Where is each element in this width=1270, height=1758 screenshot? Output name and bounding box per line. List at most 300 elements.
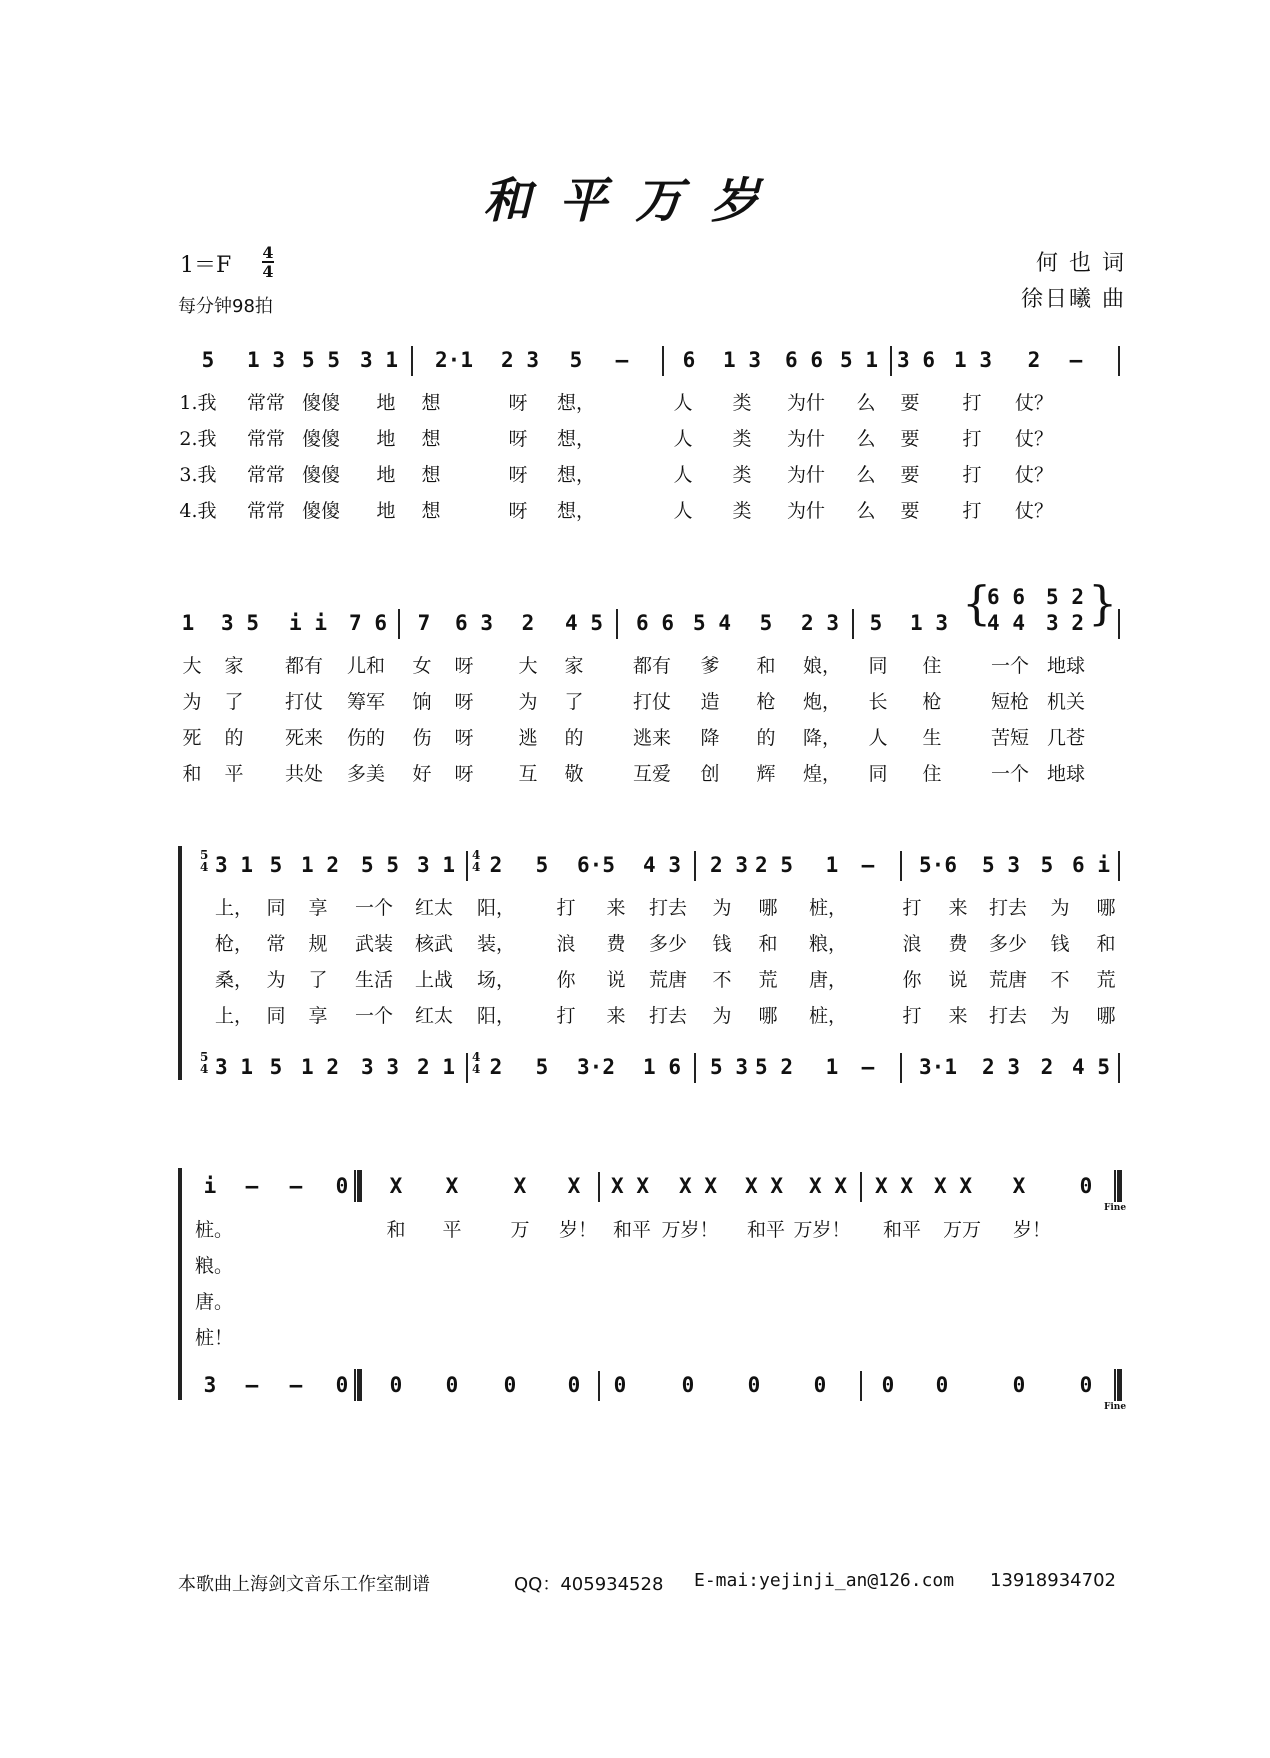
lyric-word: 荒唐 bbox=[648, 969, 688, 991]
lyric-word: 短枪 bbox=[990, 691, 1030, 713]
lyric-word: 想 bbox=[421, 464, 441, 486]
lyric-word: 2.我 bbox=[179, 428, 217, 450]
barline bbox=[860, 1371, 862, 1401]
note: 3 1 bbox=[417, 853, 455, 877]
lyric-word: 你 bbox=[902, 969, 922, 991]
lyric-word: 造 bbox=[700, 691, 720, 713]
barline bbox=[616, 609, 618, 639]
system-3-lower-notes bbox=[176, 1047, 1126, 1087]
lyric-word: 唐， bbox=[808, 969, 848, 991]
lyric-word: 枪， bbox=[214, 933, 254, 955]
lyric-word: 生 bbox=[922, 727, 942, 749]
lyric-word: 地 bbox=[376, 464, 396, 486]
lyric-word: 哪 bbox=[758, 897, 778, 919]
lyric-word: 桩， bbox=[808, 897, 848, 919]
lyric-word: 同 bbox=[266, 1005, 286, 1027]
chant-word: 万岁！ bbox=[661, 1219, 719, 1241]
lyric-word: 为 bbox=[518, 691, 538, 713]
note: 1 3 bbox=[954, 348, 992, 372]
lyric-word: 要 bbox=[900, 428, 920, 450]
lyric-word: 仗？ bbox=[1014, 392, 1054, 414]
lyric-word: 阳， bbox=[476, 1005, 516, 1027]
lyric-word: 想 bbox=[421, 428, 441, 450]
lyric-word: 常常 bbox=[246, 392, 286, 414]
lyric-word: 红太 bbox=[414, 897, 454, 919]
lyric-word: 地 bbox=[376, 428, 396, 450]
note: 0 bbox=[681, 1373, 695, 1397]
lyric-word: 呀 bbox=[454, 691, 474, 713]
lyric-word: 饷 bbox=[412, 691, 432, 713]
lyric-word: 人 bbox=[673, 428, 693, 450]
lyric-word: 家 bbox=[224, 655, 244, 677]
lyric-word: 的 bbox=[756, 727, 776, 749]
repeat-barline bbox=[354, 1369, 362, 1401]
lyric-word: 想， bbox=[556, 428, 596, 450]
note: 6 6 bbox=[785, 348, 823, 372]
barline bbox=[466, 851, 468, 881]
barline bbox=[1118, 609, 1120, 639]
lyric-word: 打 bbox=[902, 1005, 922, 1027]
lyric-word: 为 bbox=[712, 897, 732, 919]
barline bbox=[411, 346, 413, 376]
lyric-word: 桩， bbox=[808, 1005, 848, 1027]
lyric-word: 仗？ bbox=[1014, 464, 1054, 486]
rhythm-x: X X bbox=[745, 1174, 783, 1198]
fine-marking: Fine bbox=[1104, 1203, 1127, 1213]
lyric-word: 打仗 bbox=[632, 691, 672, 713]
barline bbox=[694, 1053, 696, 1083]
lyric-word: 常常 bbox=[246, 428, 286, 450]
lyric-word: 享 bbox=[308, 897, 328, 919]
note: 5 2 bbox=[1046, 585, 1084, 609]
lyric-word: 常常 bbox=[246, 500, 286, 522]
lyric-word: 想， bbox=[556, 464, 596, 486]
time-signature-4-4: 4 4 bbox=[472, 848, 481, 874]
lyric-word: 武装 bbox=[354, 933, 394, 955]
note: – bbox=[289, 1174, 303, 1198]
repeat-barline bbox=[354, 1170, 362, 1202]
lyric-word: 地球 bbox=[1046, 763, 1086, 785]
note: 2 bbox=[489, 853, 503, 877]
footer-email: E-mai:yejinji_an@126.com bbox=[694, 1570, 955, 1591]
note: 2 bbox=[1027, 348, 1041, 372]
lyric-word: 常 bbox=[266, 933, 286, 955]
barline bbox=[1118, 1053, 1120, 1083]
lyric-word: 共处 bbox=[284, 763, 324, 785]
note: 6 bbox=[682, 348, 696, 372]
lyric-word: 呀 bbox=[508, 428, 528, 450]
lyric-word: 不 bbox=[1050, 969, 1070, 991]
lyric-word: 人 bbox=[868, 727, 888, 749]
note: – bbox=[861, 853, 875, 877]
note: 5 bbox=[535, 853, 549, 877]
lyric-word: 常常 bbox=[246, 464, 286, 486]
lyric-word: 类 bbox=[732, 392, 752, 414]
lyric-word: 一个 bbox=[354, 897, 394, 919]
lyric-word: 的 bbox=[224, 727, 244, 749]
alternative-brace-left: { bbox=[962, 576, 992, 630]
lyric-word: 和 bbox=[756, 655, 776, 677]
note: 5 2 bbox=[755, 1055, 793, 1079]
system-2-notes bbox=[176, 576, 1126, 643]
time-signature-5-4: 5 4 bbox=[200, 848, 209, 874]
lyric-word: 1.我 bbox=[179, 392, 217, 414]
lyric-word: 来 bbox=[606, 1005, 626, 1027]
lyric-word: 几苍 bbox=[1046, 727, 1086, 749]
lyric-word: 哪 bbox=[1096, 1005, 1116, 1027]
lyric-word: 为 bbox=[266, 969, 286, 991]
lyric-word: 么 bbox=[856, 464, 876, 486]
rhythm-x: X bbox=[389, 1174, 403, 1198]
lyric-line bbox=[176, 964, 1126, 996]
lyric-word: 住 bbox=[922, 655, 942, 677]
note: 4 4 bbox=[987, 611, 1025, 635]
note: 0 bbox=[389, 1373, 403, 1397]
lyric-word: 地球 bbox=[1046, 655, 1086, 677]
note: 1 6 bbox=[643, 1055, 681, 1079]
note: 1 bbox=[825, 1055, 839, 1079]
note: 5 bbox=[759, 611, 773, 635]
lyric-line bbox=[176, 495, 1126, 527]
rhythm-x: X bbox=[513, 1174, 527, 1198]
note: 3 6 bbox=[897, 348, 935, 372]
chant-word: 岁！ bbox=[1012, 1219, 1052, 1241]
lyric-word: 呀 bbox=[454, 763, 474, 785]
barline bbox=[694, 851, 696, 881]
lyric-line bbox=[176, 387, 1126, 419]
note: 6 3 bbox=[455, 611, 493, 635]
lyric-word: 打去 bbox=[648, 897, 688, 919]
lyric-word: 同 bbox=[266, 897, 286, 919]
lyric-word: 多美 bbox=[346, 763, 386, 785]
lyric-word: 桩。 bbox=[194, 1219, 234, 1241]
note: 3 5 bbox=[221, 611, 259, 635]
note: 5 bbox=[535, 1055, 549, 1079]
note: 7 bbox=[417, 611, 431, 635]
note: 0 bbox=[613, 1373, 627, 1397]
lyric-word: 上， bbox=[214, 897, 254, 919]
rhythm-x: X X bbox=[875, 1174, 913, 1198]
note: 2 bbox=[489, 1055, 503, 1079]
lyric-word: 炮， bbox=[802, 691, 842, 713]
lyric-word: 打去 bbox=[648, 1005, 688, 1027]
note: 3 1 bbox=[360, 348, 398, 372]
lyric-word: 费 bbox=[606, 933, 626, 955]
lyric-word: 枪 bbox=[756, 691, 776, 713]
lyric-line bbox=[176, 423, 1126, 455]
lyric-word: 了 bbox=[224, 691, 244, 713]
lyric-word: 和 bbox=[1096, 933, 1116, 955]
lyric-word: 浪 bbox=[902, 933, 922, 955]
lyric-word: 打 bbox=[962, 428, 982, 450]
rhythm-x: X X bbox=[679, 1174, 717, 1198]
lyric-line bbox=[176, 758, 1126, 790]
system-4-upper-notes bbox=[176, 1166, 1127, 1213]
lyric-word: 想， bbox=[556, 392, 596, 414]
lyric-word: 哪 bbox=[1096, 897, 1116, 919]
lyric-word: 想 bbox=[421, 500, 441, 522]
lyric-word: 煌， bbox=[802, 763, 842, 785]
note: 3·1 bbox=[919, 1055, 957, 1079]
lyric-word: 人 bbox=[673, 464, 693, 486]
lyric-word: 打 bbox=[962, 392, 982, 414]
rhythm-x: X bbox=[567, 1174, 581, 1198]
lyric-word: 要 bbox=[900, 392, 920, 414]
lyric-word: 逃来 bbox=[632, 727, 672, 749]
lyric-word: 互 bbox=[518, 763, 538, 785]
chant-word: 万 bbox=[510, 1219, 530, 1241]
note: 6 6 bbox=[636, 611, 674, 635]
time-signature-4-4: 4 4 bbox=[472, 1050, 481, 1076]
lyric-word: 仗？ bbox=[1014, 428, 1054, 450]
note: 4 3 bbox=[643, 853, 681, 877]
barline bbox=[852, 609, 854, 639]
note: 5 5 bbox=[361, 853, 399, 877]
lyric-word: 一个 bbox=[990, 763, 1030, 785]
time-signature-5-4: 5 4 bbox=[200, 1050, 209, 1076]
lyric-word: 为 bbox=[182, 691, 202, 713]
footer-studio: 本歌曲上海剑文音乐工作室制谱 bbox=[178, 1574, 430, 1595]
note: 6 6 bbox=[987, 585, 1025, 609]
lyric-word: 一个 bbox=[990, 655, 1030, 677]
lyric-word: 场， bbox=[476, 969, 516, 991]
lyric-line bbox=[176, 650, 1126, 682]
lyric-word: 大 bbox=[518, 655, 538, 677]
lyric-word: 娘， bbox=[802, 655, 842, 677]
lyric-word: 唐。 bbox=[194, 1291, 234, 1313]
note: 0 bbox=[1012, 1373, 1026, 1397]
lyric-word: 枪 bbox=[922, 691, 942, 713]
note: 6 i bbox=[1072, 853, 1110, 877]
lyric-word: 打 bbox=[962, 464, 982, 486]
lyric-word: 伤的 bbox=[346, 727, 386, 749]
chant-word: 和平 bbox=[612, 1219, 652, 1241]
lyric-word: 荒 bbox=[1096, 969, 1116, 991]
barline bbox=[1118, 851, 1120, 881]
note: 2 bbox=[521, 611, 535, 635]
note: 4 5 bbox=[1072, 1055, 1110, 1079]
lyric-word: 哪 bbox=[758, 1005, 778, 1027]
note: 2 3 bbox=[501, 348, 539, 372]
note: 3 bbox=[203, 1373, 217, 1397]
note: 5 bbox=[869, 611, 883, 635]
lyric-word: 的 bbox=[564, 727, 584, 749]
note: 3 3 bbox=[361, 1055, 399, 1079]
barline bbox=[1118, 346, 1120, 376]
note: 5 5 bbox=[302, 348, 340, 372]
lyric-word: 上， bbox=[214, 1005, 254, 1027]
lyric-word: 人 bbox=[673, 392, 693, 414]
note: 1 3 bbox=[910, 611, 948, 635]
lyric-line bbox=[176, 928, 1126, 960]
note: – bbox=[861, 1055, 875, 1079]
barline bbox=[900, 1053, 902, 1083]
chant-word: 万万 bbox=[942, 1219, 982, 1241]
note: 0 bbox=[567, 1373, 581, 1397]
lyric-word: 敬 bbox=[564, 763, 584, 785]
note: 5 bbox=[569, 348, 583, 372]
lyric-word: 呀 bbox=[508, 392, 528, 414]
note: 0 bbox=[445, 1373, 459, 1397]
note: 5 bbox=[269, 1055, 283, 1079]
lyric-word: 多少 bbox=[988, 933, 1028, 955]
fine-marking: Fine bbox=[1104, 1402, 1127, 1412]
lyric-word: 降 bbox=[700, 727, 720, 749]
lyric-word: 钱 bbox=[1050, 933, 1070, 955]
lyric-word: 类 bbox=[732, 464, 752, 486]
system-4-lower-notes bbox=[176, 1365, 1127, 1412]
note: 1 3 bbox=[723, 348, 761, 372]
lyric-word: 降， bbox=[802, 727, 842, 749]
note: 0 bbox=[503, 1373, 517, 1397]
note: 0 bbox=[1079, 1373, 1093, 1397]
note: – bbox=[245, 1174, 259, 1198]
barline bbox=[860, 1172, 862, 1202]
lyric-word: 逃 bbox=[518, 727, 538, 749]
lyric-word: 好 bbox=[412, 763, 432, 785]
lyric-word: 为 bbox=[1050, 897, 1070, 919]
lyric-word: 傻傻 bbox=[301, 464, 341, 486]
lyric-word: 打仗 bbox=[284, 691, 324, 713]
note: 0 bbox=[335, 1174, 349, 1198]
lyric-word: 大 bbox=[182, 655, 202, 677]
lyric-word: 为什 bbox=[786, 392, 826, 414]
note: 0 bbox=[813, 1373, 827, 1397]
lyric-word: 儿和 bbox=[346, 655, 386, 677]
lyric-word: 上战 bbox=[414, 969, 454, 991]
lyric-word: 粮， bbox=[808, 933, 848, 955]
lyric-word: 和 bbox=[182, 763, 202, 785]
note: 2·1 bbox=[435, 348, 473, 372]
note: 3 1 bbox=[215, 1055, 253, 1079]
lyric-word: 呀 bbox=[508, 464, 528, 486]
note: 0 bbox=[935, 1373, 949, 1397]
note: 0 bbox=[335, 1373, 349, 1397]
lyric-word: 和 bbox=[758, 933, 778, 955]
system-3-upper-notes bbox=[176, 845, 1126, 885]
lyric-word: 傻傻 bbox=[301, 428, 341, 450]
lyric-word: 打去 bbox=[988, 1005, 1028, 1027]
lyric-word: 家 bbox=[564, 655, 584, 677]
tempo-marking: 每分钟98拍 bbox=[178, 296, 273, 317]
lyric-word: 为 bbox=[712, 1005, 732, 1027]
lyric-word: 都有 bbox=[284, 655, 324, 677]
time-signature: 4 4 bbox=[262, 243, 274, 281]
note: 3 2 bbox=[1046, 611, 1084, 635]
lyric-word: 说 bbox=[606, 969, 626, 991]
lyric-word: 了 bbox=[564, 691, 584, 713]
lyric-word: 都有 bbox=[632, 655, 672, 677]
barline bbox=[398, 609, 400, 639]
rhythm-x: X X bbox=[934, 1174, 972, 1198]
lyric-word: 想 bbox=[421, 392, 441, 414]
rhythm-x: X bbox=[445, 1174, 459, 1198]
lyricist-credit: 何 也 词 bbox=[1036, 251, 1126, 276]
lyric-word: 荒唐 bbox=[988, 969, 1028, 991]
lyric-word: 打 bbox=[556, 1005, 576, 1027]
lyric-word: 仗？ bbox=[1014, 500, 1054, 522]
lyric-word: 享 bbox=[308, 1005, 328, 1027]
lyric-word: 桩！ bbox=[194, 1327, 234, 1349]
lyric-word: 么 bbox=[856, 392, 876, 414]
footer-qq: QQ：405934528 bbox=[514, 1574, 664, 1595]
lyric-line bbox=[176, 722, 1126, 754]
note: 1 2 bbox=[301, 853, 339, 877]
note: i i bbox=[289, 611, 327, 635]
lyric-word: 要 bbox=[900, 500, 920, 522]
lyric-word: 了 bbox=[308, 969, 328, 991]
chant-word: 平 bbox=[442, 1219, 462, 1241]
note: 1 2 bbox=[301, 1055, 339, 1079]
note: i bbox=[203, 1174, 217, 1198]
lyric-word: 女 bbox=[412, 655, 432, 677]
lyric-word: 人 bbox=[673, 500, 693, 522]
lyric-word: 同 bbox=[868, 763, 888, 785]
lyric-word: 打 bbox=[962, 500, 982, 522]
lyric-word: 4.我 bbox=[179, 500, 217, 522]
note: 5 3 bbox=[982, 853, 1020, 877]
lyric-word: 辉 bbox=[756, 763, 776, 785]
note: 5 bbox=[201, 348, 215, 372]
note: 2 3 bbox=[982, 1055, 1020, 1079]
lyric-word: 么 bbox=[856, 500, 876, 522]
composer-credit: 徐日曦 曲 bbox=[1021, 287, 1126, 312]
note: 2 5 bbox=[755, 853, 793, 877]
note: 5 4 bbox=[693, 611, 731, 635]
lyric-word: 多少 bbox=[648, 933, 688, 955]
lyric-word: 打 bbox=[556, 897, 576, 919]
lyric-word: 装， bbox=[476, 933, 516, 955]
lyric-word: 要 bbox=[900, 464, 920, 486]
rhythm-x: X bbox=[1012, 1174, 1026, 1198]
rhythm-x: 0 bbox=[1079, 1174, 1093, 1198]
lyric-word: 为什 bbox=[786, 500, 826, 522]
note: – bbox=[289, 1373, 303, 1397]
note: 3 1 bbox=[215, 853, 253, 877]
song-title: 和平万岁 bbox=[482, 173, 787, 229]
lyric-word: 你 bbox=[556, 969, 576, 991]
chant-word: 和平 bbox=[882, 1219, 922, 1241]
lyric-word: 来 bbox=[948, 1005, 968, 1027]
footer-phone: 13918934702 bbox=[990, 1570, 1116, 1591]
lyric-word: 机关 bbox=[1046, 691, 1086, 713]
lyric-word: 生活 bbox=[354, 969, 394, 991]
note: 1 bbox=[825, 853, 839, 877]
lyric-word: 么 bbox=[856, 428, 876, 450]
note: 0 bbox=[747, 1373, 761, 1397]
alternative-brace-right: } bbox=[1088, 576, 1118, 630]
rhythm-x: X X bbox=[809, 1174, 847, 1198]
barline bbox=[598, 1371, 600, 1401]
lyric-word: 桑， bbox=[214, 969, 254, 991]
lyric-line bbox=[176, 1000, 1126, 1032]
note: 5 1 bbox=[840, 348, 878, 372]
rhythm-x: X X bbox=[611, 1174, 649, 1198]
lyric-word: 同 bbox=[868, 655, 888, 677]
lyric-word: 死来 bbox=[284, 727, 324, 749]
lyric-word: 伤 bbox=[412, 727, 432, 749]
lyric-word: 傻傻 bbox=[301, 392, 341, 414]
note: 7 6 bbox=[349, 611, 387, 635]
lyric-word: 打 bbox=[902, 897, 922, 919]
lyric-word: 不 bbox=[712, 969, 732, 991]
lyric-word: 类 bbox=[732, 428, 752, 450]
note: 4 5 bbox=[565, 611, 603, 635]
lyric-word: 核武 bbox=[414, 933, 454, 955]
lyric-line bbox=[176, 892, 1126, 924]
key-signature: 1＝F bbox=[180, 253, 232, 278]
chant-word: 万岁！ bbox=[793, 1219, 851, 1241]
